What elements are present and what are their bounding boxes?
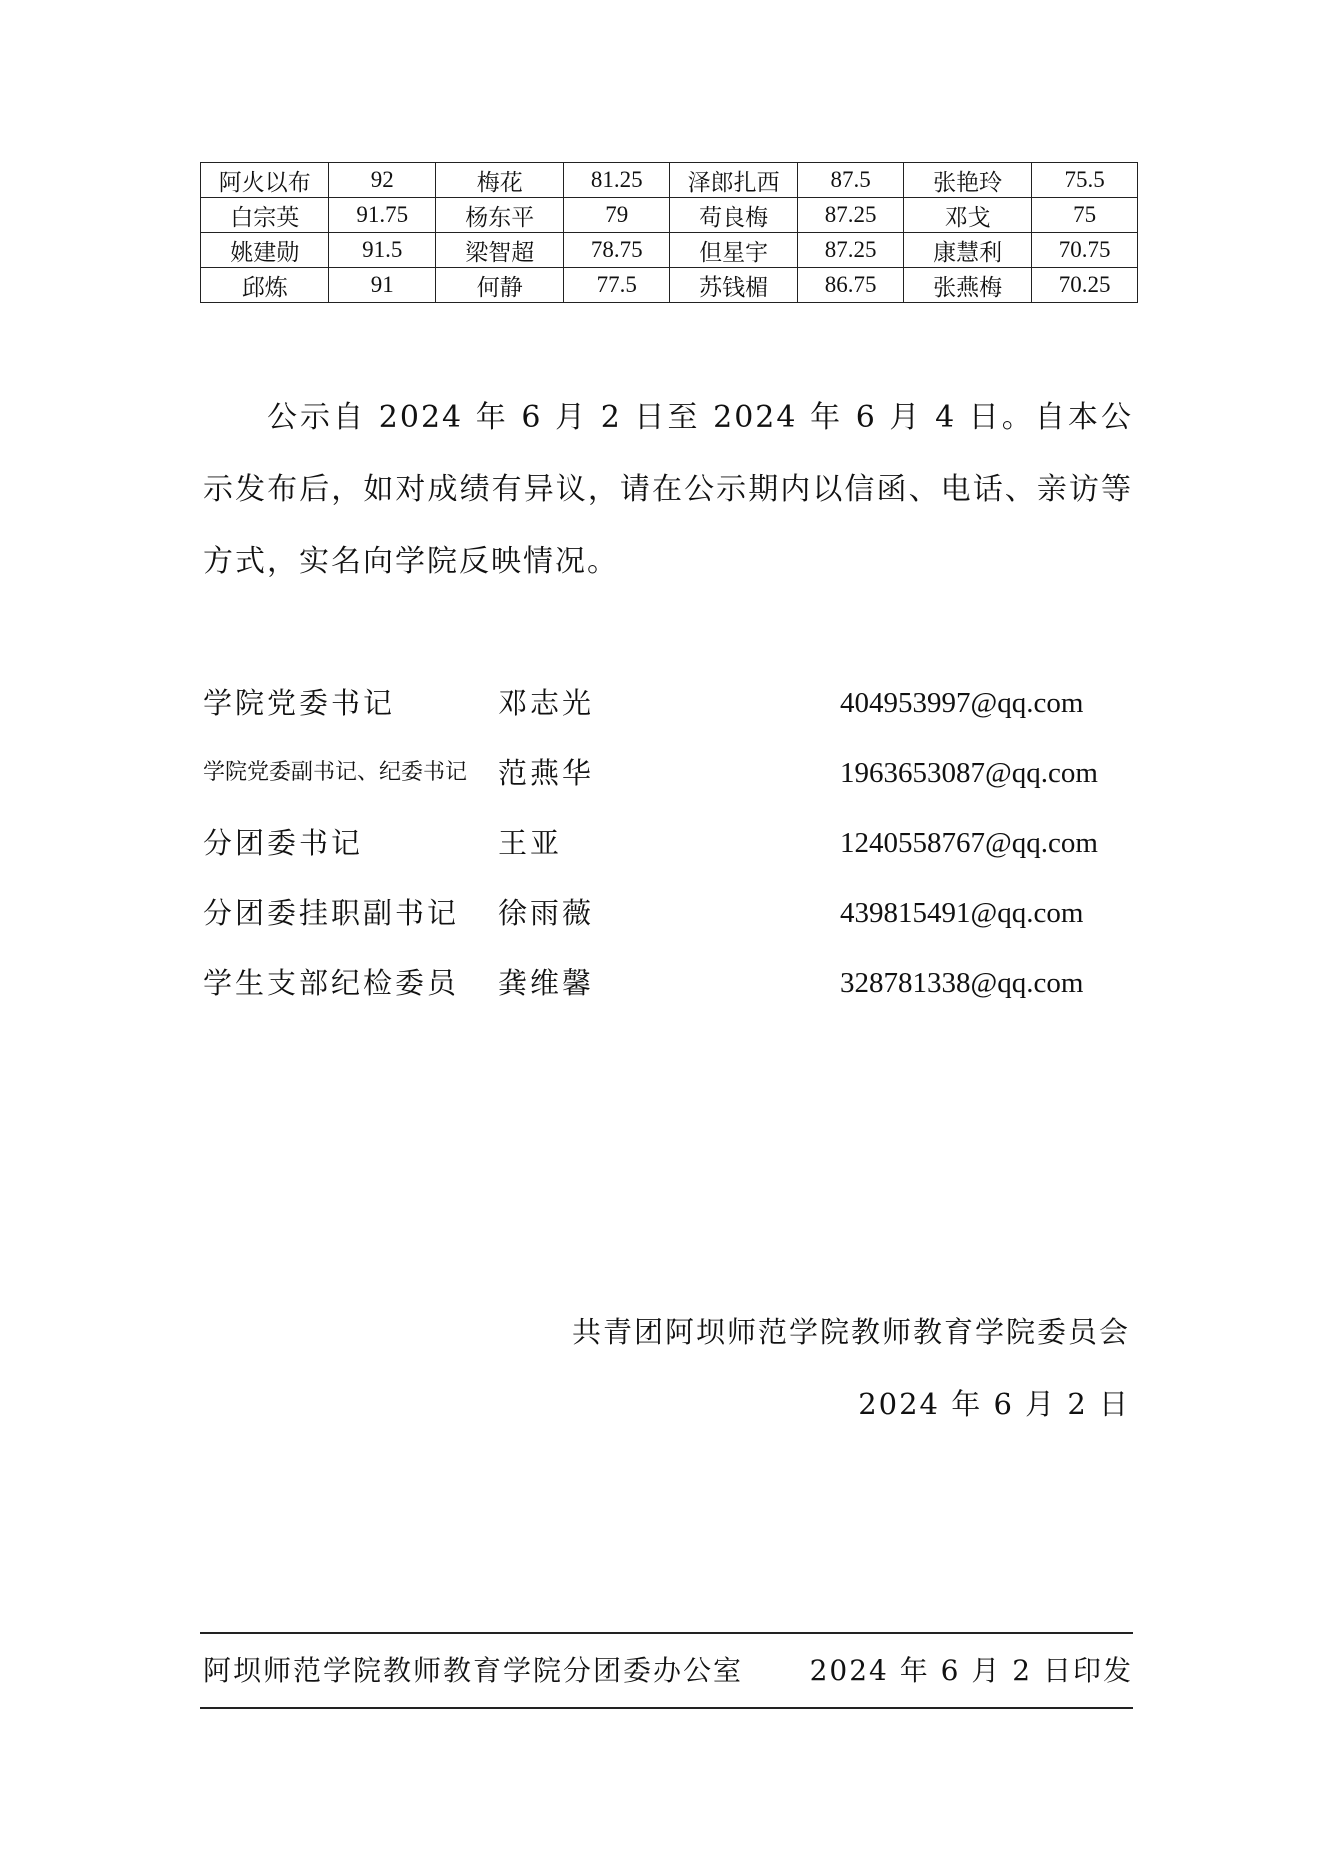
student-score: 91.5	[329, 233, 436, 268]
student-name: 但星宇	[669, 233, 797, 268]
contact-row	[203, 948, 1133, 1018]
contact-role: 学生支部纪检委员	[203, 966, 460, 1000]
document-footer	[200, 1632, 1133, 1709]
student-score: 75	[1032, 198, 1138, 233]
table-row	[201, 163, 1138, 198]
student-name: 杨东平	[436, 198, 564, 233]
contact-list	[203, 668, 1133, 1018]
student-score: 91	[329, 268, 436, 303]
student-name: 康慧利	[903, 233, 1031, 268]
signature-date: 2024 年 6 月 2 日	[858, 1387, 1130, 1421]
student-score: 79	[564, 198, 670, 233]
student-name: 张燕梅	[903, 268, 1031, 303]
contact-person: 王亚	[498, 826, 563, 860]
student-name: 梅花	[436, 163, 564, 198]
student-name: 白宗英	[201, 198, 329, 233]
student-name: 苏钱楣	[669, 268, 797, 303]
student-score: 86.75	[798, 268, 904, 303]
student-score: 70.75	[1032, 233, 1138, 268]
student-name: 苟良梅	[669, 198, 797, 233]
contact-person: 邓志光	[498, 686, 595, 720]
student-score: 91.75	[329, 198, 436, 233]
student-score: 78.75	[564, 233, 670, 268]
notice-section	[203, 382, 1133, 598]
contact-person: 徐雨薇	[498, 896, 595, 930]
table-row	[201, 233, 1138, 268]
contact-role: 学院党委书记	[203, 686, 396, 720]
contact-email[interactable]: 404953997@qq.com	[840, 687, 1084, 719]
contact-role: 学院党委副书记、纪委书记	[203, 760, 468, 785]
student-name: 张艳玲	[903, 163, 1031, 198]
contact-email[interactable]: 328781338@qq.com	[840, 967, 1084, 999]
student-name: 梁智超	[436, 233, 564, 268]
student-score: 70.25	[1032, 268, 1138, 303]
contact-email[interactable]: 439815491@qq.com	[840, 897, 1084, 929]
student-name: 邱炼	[201, 268, 329, 303]
score-table	[200, 162, 1138, 303]
contact-person: 龚维馨	[498, 966, 595, 1000]
table-row	[201, 198, 1138, 233]
contact-row	[203, 738, 1133, 808]
student-score: 75.5	[1032, 163, 1138, 198]
student-score: 87.25	[798, 198, 904, 233]
notice-paragraph: 公示自 2024 年 6 月 2 日至 2024 年 6 月 4 日。自本公示发布后，如对成绩有异议，请在公示期内以信函、电话、亲访等方式，实名向学院反映情况。	[203, 400, 1133, 579]
signature-org: 共青团阿坝师范学院教师教育学院委员会	[571, 1315, 1130, 1349]
footer-issue-date: 2024 年 6 月 2 日印发	[809, 1654, 1133, 1687]
student-score: 87.25	[798, 233, 904, 268]
student-score: 77.5	[564, 268, 670, 303]
contact-email[interactable]: 1240558767@qq.com	[840, 827, 1098, 859]
contact-role: 分团委挂职副书记	[203, 896, 460, 930]
footer-office: 阿坝师范学院教师教育学院分团委办公室	[203, 1654, 744, 1687]
contact-row	[203, 878, 1133, 948]
student-name: 阿火以布	[201, 163, 329, 198]
contact-row	[203, 668, 1133, 738]
student-score: 81.25	[564, 163, 670, 198]
student-name: 姚建勋	[201, 233, 329, 268]
student-name: 邓戈	[903, 198, 1031, 233]
table-row	[201, 268, 1138, 303]
contact-role: 分团委书记	[203, 826, 364, 860]
student-name: 何静	[436, 268, 564, 303]
contact-person: 范燕华	[498, 756, 595, 790]
contact-row	[203, 808, 1133, 878]
student-score: 87.5	[798, 163, 904, 198]
student-name: 泽郎扎西	[669, 163, 797, 198]
contact-email[interactable]: 1963653087@qq.com	[840, 757, 1098, 789]
student-score: 92	[329, 163, 436, 198]
signature-block	[572, 1296, 1130, 1440]
